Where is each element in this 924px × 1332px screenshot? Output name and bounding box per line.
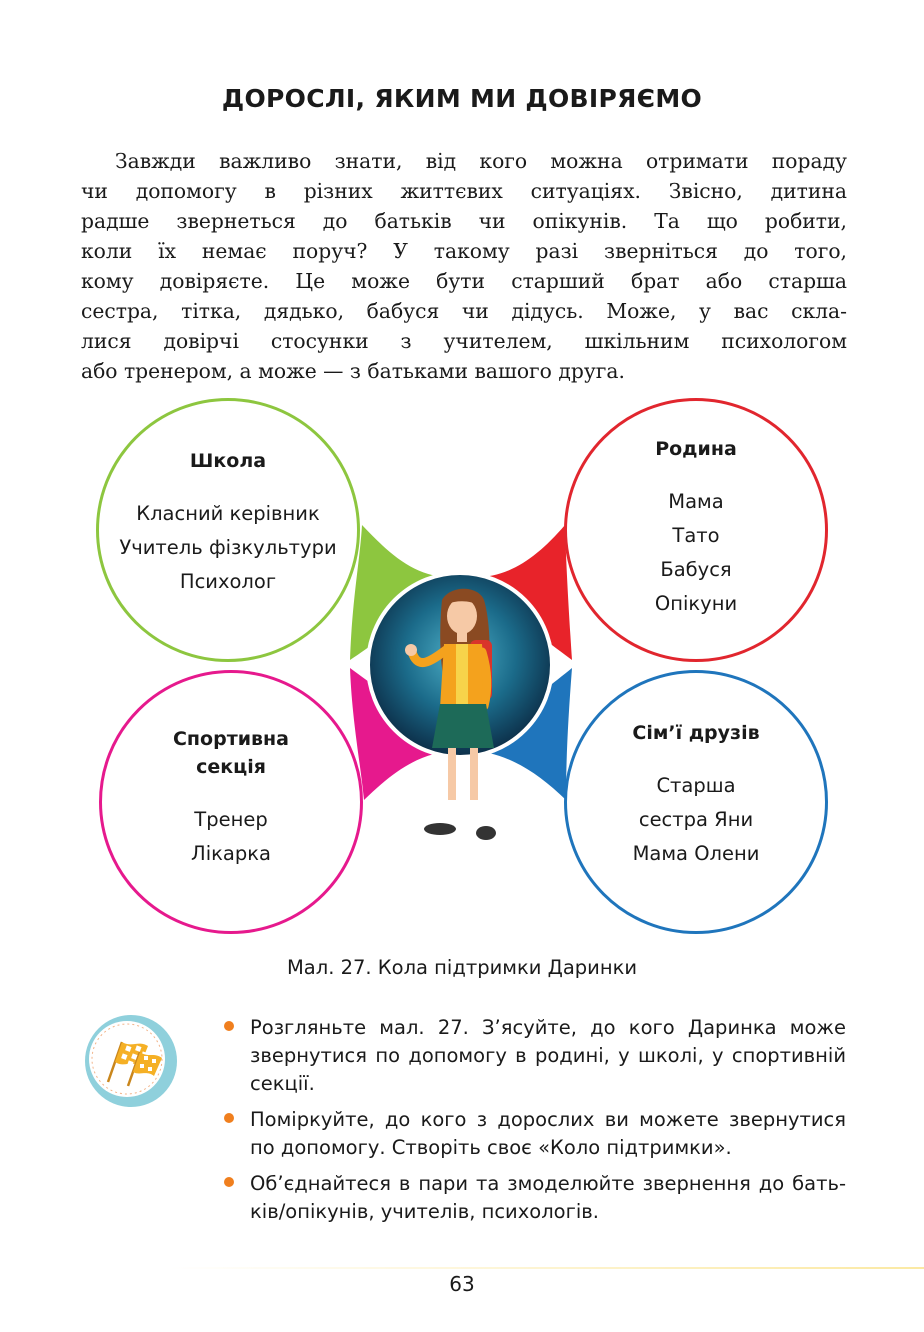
intro-line: лися довірчі стосунки з учителем, шкільним психологом: [81, 329, 847, 353]
task-line: секції.: [250, 1072, 315, 1095]
friends-item: Мама Олени: [632, 842, 760, 865]
task-line: звернутися по допомогу в родині, у школі, у спортивній: [250, 1044, 846, 1067]
intro-line: коли їх немає поруч? У такому разі зверніться до того,: [81, 239, 847, 263]
sport-section-circle: [99, 670, 363, 934]
sport-circle-title-line: секція: [196, 756, 266, 778]
task-item: [224, 1170, 846, 1226]
intro-line: сестра, тітка, дядько, бабуся чи дідусь. Може, у вас скла-: [81, 299, 847, 323]
school-item: Психолог: [179, 570, 277, 593]
family-item: Тато: [672, 524, 720, 547]
bullet-icon: [224, 1177, 234, 1187]
sport-item: Лікарка: [191, 842, 271, 865]
family-item: Бабуся: [660, 558, 732, 581]
intro-line: кому довіряєте. Це може бути старший брат або старша: [81, 269, 847, 293]
footer-divider: [170, 1267, 924, 1269]
task-item: [224, 1106, 846, 1162]
friends-circle-title: Сім’ї друзів: [632, 722, 760, 744]
family-circle: [564, 398, 828, 662]
task-line: ків/опікунів, учителів, психологів.: [250, 1200, 599, 1223]
task-line: Об’єднайтеся в пари та змоделюйте звернення до бать-: [250, 1172, 846, 1195]
friends-item: Старша: [656, 774, 736, 797]
intro-line: або тренером, а може — з батьками вашого друга.: [81, 359, 625, 383]
intro-line: радше звернеться до батьків чи опікунів. Та що робити,: [81, 209, 847, 233]
family-circle-title: Родина: [655, 438, 737, 460]
figure-caption: Мал. 27. Кола підтримки Даринки: [286, 956, 638, 979]
bullet-icon: [224, 1021, 234, 1031]
friends-item: сестра Яни: [638, 808, 754, 831]
sport-circle-title-line: Спортивна: [172, 728, 290, 750]
family-item: Опікуни: [654, 592, 738, 615]
task-line: Розгляньте мал. 27. З’ясуйте, до кого Даринка може: [250, 1016, 846, 1039]
page-title: ДОРОСЛІ, ЯКИМ МИ ДОВІРЯЄМО: [221, 84, 703, 113]
task-line: по допомогу. Створіть своє «Коло підтримки».: [250, 1136, 732, 1159]
sport-item: Тренер: [194, 808, 268, 831]
page-number: 63: [449, 1272, 475, 1296]
school-circle: [96, 398, 360, 662]
intro-line: Завжди важливо знати, від кого можна отримати пораду: [115, 149, 847, 173]
school-circle-title: Школа: [189, 450, 267, 472]
bullet-icon: [224, 1113, 234, 1123]
task-line: Поміркуйте, до кого з дорослих ви можете звернутися: [250, 1108, 846, 1131]
friends-families-circle: [564, 670, 828, 934]
school-item: Класний керівник: [136, 502, 320, 525]
school-item: Учитель фізкультури: [119, 536, 337, 559]
intro-line: чи допомогу в різних життєвих ситуаціях. Звісно, дитина: [81, 179, 847, 203]
checkered-flag-icon: [82, 1012, 180, 1110]
task-list: [224, 1014, 846, 1234]
task-item: [224, 1014, 846, 1098]
family-item: Мама: [668, 490, 724, 513]
